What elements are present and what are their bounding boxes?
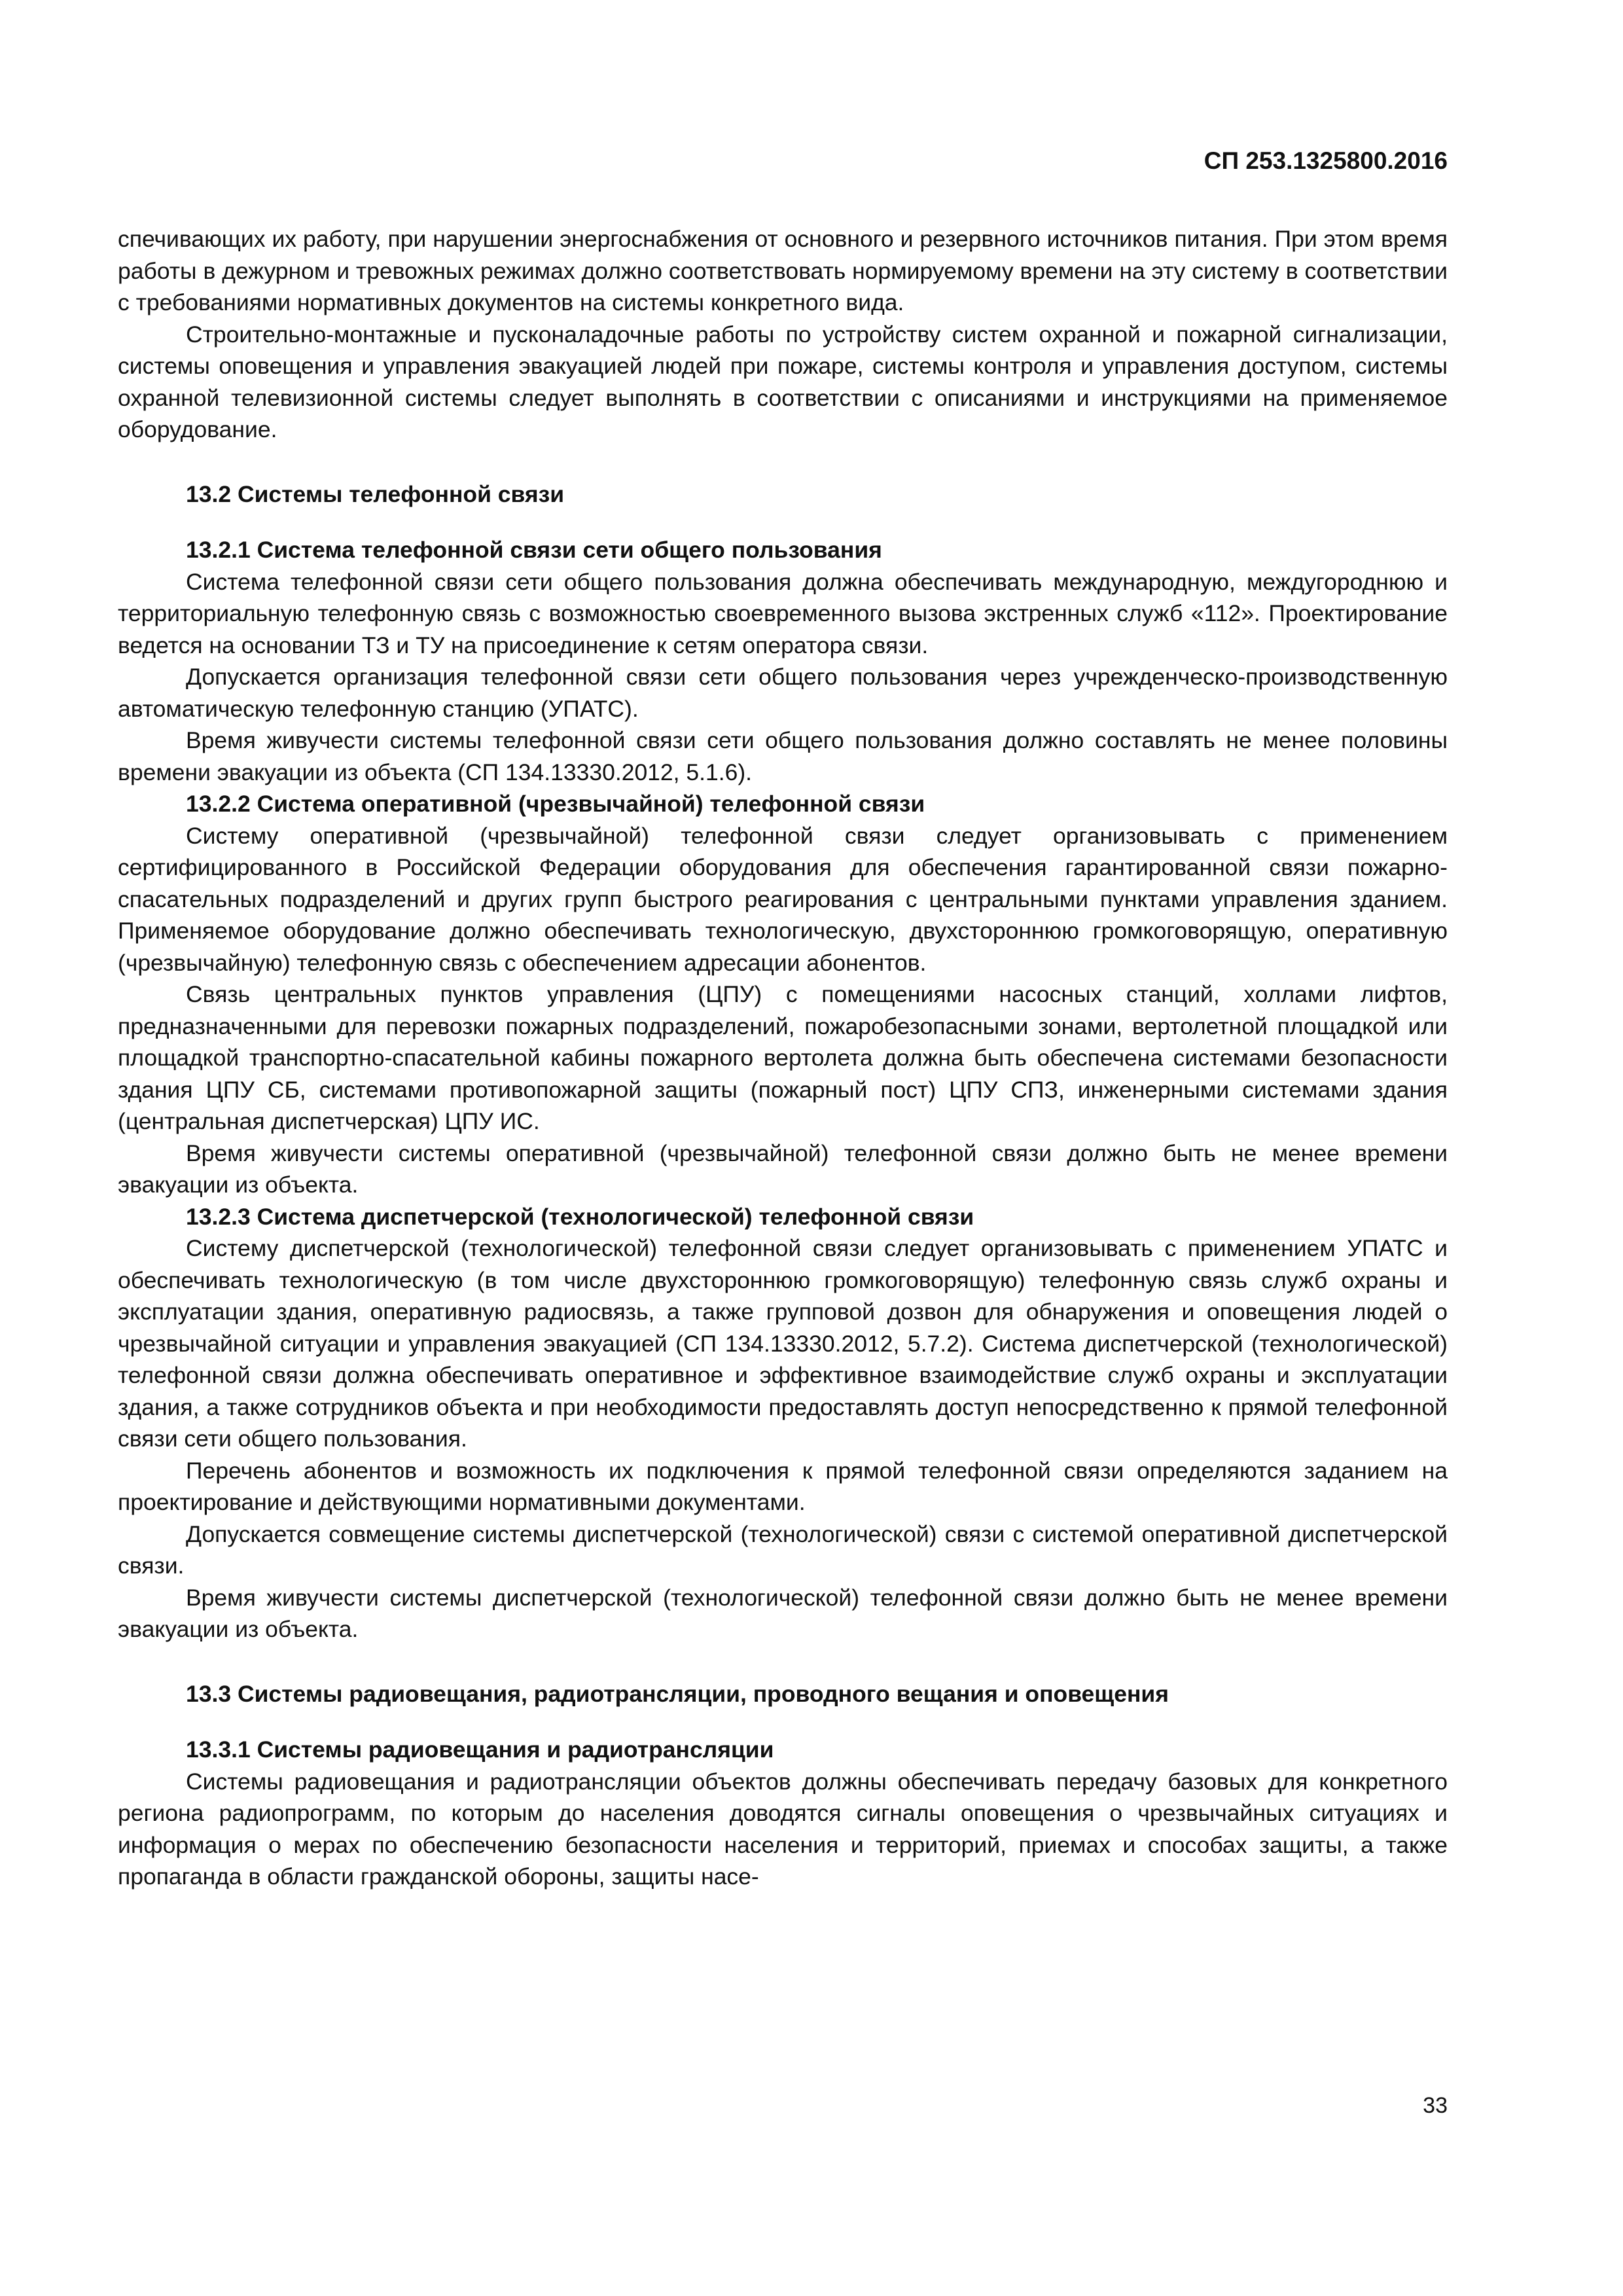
subsection-heading-13-2-3: 13.2.3 Система диспетчерской (технологической) телефонной связи <box>186 1203 974 1230</box>
paragraph: Допускается организация телефонной связи сети общего пользования через учрежденческо-производственную автоматическую телефонную станцию (УПАТС). <box>118 664 1448 722</box>
document-page <box>118 0 1448 2296</box>
paragraph: Перечень абонентов и возможность их подключения к прямой телефонной связи определяются заданием на проектирование и действующими нормативными документами. <box>118 1457 1448 1515</box>
document-code-header: СП 253.1325800.2016 <box>1204 147 1448 174</box>
section-heading-13-2: 13.2 Системы телефонной связи <box>186 480 565 507</box>
paragraph: Время живучести системы оперативной (чрезвычайной) телефонной связи должно быть не менее времени эвакуации из объекта. <box>118 1139 1448 1198</box>
document-body <box>118 223 1448 1893</box>
paragraph: Строительно-монтажные и пусконаладочные работы по устройству систем охранной и пожарной сигнализации, системы оповещения и управления эвакуацией людей при пожаре, системы контроля и управления доступом, системы охранной телевизионной системы следует выполнять в соответствии с описаниями и инструкциями на применяемое оборудование. <box>118 321 1448 442</box>
paragraph: Систему оперативной (чрезвычайной) телефонной связи следует организовывать с применением сертифицированного в Российской Федерации оборудования для обеспечения гарантированной связи пожарно-спасательных подразделений и других групп быстрого реагирования с центральными пунктами управления зданием. Применяемое оборудование должно обеспечивать технологическую, двухстороннюю громкоговорящую, оперативную (чрезвычайную) телефонную связь с обеспечением адресации абонентов. <box>118 822 1448 976</box>
paragraph: Систему диспетчерской (технологической) телефонной связи следует организовывать с применением УПАТС и обеспечивать технологическую (в том числе двухстороннюю громкоговорящую) телефонную связь служб охраны и эксплуатации здания, оперативную радиосвязь, а также групповой дозвон для обнаружения и оповещения людей о чрезвычайной ситуации и управления эвакуацией (СП 134.13330.2012, 5.7.2). Система диспетчерской (технологической) телефонной связи должна обеспечивать оперативное и эффективное взаимодействие служб охраны и эксплуатации здания, а также сотрудников объекта и при необходимости предоставлять доступ непосредственно к прямой телефонной связи сети общего пользования. <box>118 1235 1448 1452</box>
subsection-heading-13-2-1: 13.2.1 Система телефонной связи сети общего пользования <box>186 537 882 563</box>
paragraph: Время живучести системы телефонной связи сети общего пользования должно составлять не менее половины времени эвакуации из объекта (СП 134.13330.2012, 5.1.6). <box>118 727 1448 785</box>
paragraph: Время живучести системы диспетчерской (технологической) телефонной связи должно быть не менее времени эвакуации из объекта. <box>118 1584 1448 1642</box>
page-number: 33 <box>1423 2093 1448 2118</box>
section-heading-13-3: 13.3 Системы радиовещания, радиотрансляции, проводного вещания и оповещения <box>186 1680 1169 1707</box>
paragraph: Система телефонной связи сети общего пользования должна обеспечивать международную, междугороднюю и территориальную телефонную связь с возможностью своевременного вызова экстренных служб «112». Проектирование ведется на основании ТЗ и ТУ на присоединение к сетям оператора связи. <box>118 568 1448 658</box>
paragraph: Связь центральных пунктов управления (ЦПУ) с помещениями насосных станций, холлами лифтов, предназначенными для перевозки пожарных подразделений, пожаробезопасными зонами, вертолетной площадкой или площадкой транспортно-спасательной кабины пожарного вертолета должна быть обеспечена системами безопасности здания ЦПУ СБ, системами противопожарной защиты (пожарный пост) ЦПУ СПЗ, инженерными системами здания (центральная диспетчерская) ЦПУ ИС. <box>118 981 1448 1134</box>
paragraph-continuation: спечивающих их работу, при нарушении энергоснабжения от основного и резервного источников питания. При этом время работы в дежурном и тревожных режимах должно соответствовать нормируемому времени на эту систему в соответствии с требованиями нормативных документов на системы конкретного вида. <box>118 226 1448 315</box>
subsection-heading-13-3-1: 13.3.1 Системы радиовещания и радиотрансляции <box>186 1736 774 1763</box>
subsection-heading-13-2-2: 13.2.2 Система оперативной (чрезвычайной) телефонной связи <box>186 791 925 817</box>
paragraph: Системы радиовещания и радиотрансляции объектов должны обеспечивать передачу базовых для конкретного региона радиопрограмм, по которым до населения доводятся сигналы оповещения о чрезвычайных ситуациях и информация о мерах по обеспечению безопасности населения и территорий, приемах и способах защиты, а также пропаганда в области гражданской обороны, защиты насе- <box>118 1768 1448 1890</box>
paragraph: Допускается совмещение системы диспетчерской (технологической) связи с системой оперативной диспетчерской связи. <box>118 1520 1448 1579</box>
